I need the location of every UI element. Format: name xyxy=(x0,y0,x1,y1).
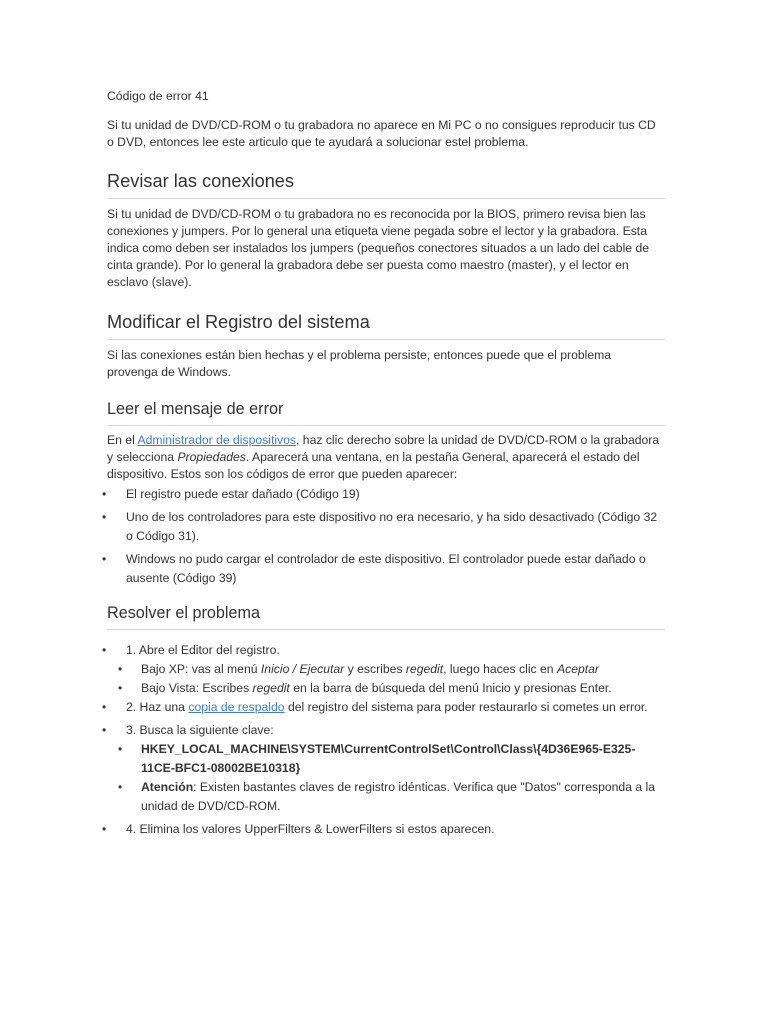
text: . Aparecerá una ventana, en la pestaña General, aparecerá el estado del dispositivo. Estos son los códigos de error que pueden aparecer: xyxy=(107,450,640,481)
list-item: • Windows no pudo cargar el controlador de este dispositivo. El controlador puede estar dañado o ausente (Código 39) xyxy=(107,550,665,588)
list-item: • El registro puede estar dañado (Código 19) xyxy=(107,485,665,504)
intro-paragraph: Si tu unidad de DVD/CD-ROM o tu grabadora no aparece en Mi PC o no consigues reproducir tus CD o DVD, entonces lee este articulo que te ayudará a solucionar estel problema. xyxy=(107,118,656,149)
conexiones-paragraph: Si tu unidad de DVD/CD-ROM o tu grabadora no es reconocida por la BIOS, primero revisa bien las conexiones y jumpers. Por lo general una etiqueta viene pegada sobre el lector y la grabadora. Esta indica como deben ser instalados los jumpers (pequeños conectores situados a un lado del cable de cinta grande). Por lo general la grabadora debe ser puesta como maestro (master), y el lector en esclavo (slave). xyxy=(107,207,650,289)
list-item-xp xyxy=(107,660,665,679)
registry-key: HKEY_LOCAL_MACHINE\SYSTEM\CurrentControlSet\Control\Class\{4D36E965-E325-11CE-BFC1-08002BE10318} xyxy=(141,742,636,775)
steps-list xyxy=(107,641,665,839)
text-italic: regedit xyxy=(405,662,444,676)
text: 2. Haz una xyxy=(126,700,189,714)
text-italic: Aceptar xyxy=(556,662,599,676)
error-codes-list xyxy=(107,485,665,588)
text: : Existen bastantes claves de registro idénticas. Verifica que "Datos" corresponda a la unidad de DVD/CD-ROM. xyxy=(141,780,656,813)
list-item-step4: • 4. Elimina los valores UpperFilters & LowerFilters si estos aparecen. xyxy=(107,820,665,839)
heading-modificar-registro: Modificar el Registro del sistema xyxy=(107,311,665,340)
heading-leer-mensaje: Leer el mensaje de error xyxy=(107,399,665,426)
heading-resolver-problema: Resolver el problema xyxy=(107,603,665,630)
list-item-vista xyxy=(107,679,665,698)
text: , haz clic derecho sobre la unidad de DVD/CD-ROM o la grabadora y selecciona xyxy=(107,433,660,464)
list-item-step1: • 1. Abre el Editor del registro. xyxy=(107,641,665,660)
list-item-step2 xyxy=(107,698,665,717)
text: En el xyxy=(107,433,138,447)
text-italic: Inicio / Ejecutar xyxy=(260,662,345,676)
copia-respaldo-link[interactable]: copia de respaldo xyxy=(188,700,285,714)
text: Bajo XP: vas al menú xyxy=(141,662,261,676)
mensaje-paragraph xyxy=(107,432,665,483)
heading-revisar-conexiones: Revisar las conexiones xyxy=(107,170,665,199)
text: del registro del sistema para poder restaurarlo si cometes un error. xyxy=(284,700,648,714)
list-item-attention xyxy=(107,778,665,816)
registro-paragraph: Si las conexiones están bien hechas y el problema persiste, entonces puede que el problema provenga de Windows. xyxy=(107,348,612,379)
text-italic: regedit xyxy=(252,681,290,695)
text: Bajo Vista: Escribes xyxy=(141,681,253,695)
text-italic: Propiedades xyxy=(177,450,246,464)
text: , luego haces clic en xyxy=(443,662,557,676)
text: en la barra de búsqueda del menú Inicio y presionas Enter. xyxy=(289,681,612,695)
error-code-line: Código de error 41 xyxy=(107,89,209,103)
list-item: • Uno de los controladores para este dispositivo no era necesario, y ha sido desactivado (Código 32 o Código 31). xyxy=(107,508,665,546)
list-item-key xyxy=(107,740,665,778)
attention-label: Atención xyxy=(141,780,194,794)
list-item-step3: • 3. Busca la siguiente clave: xyxy=(107,721,665,740)
administrador-dispositivos-link[interactable]: Administrador de dispositivos xyxy=(137,433,297,447)
text: y escribes xyxy=(344,662,406,676)
